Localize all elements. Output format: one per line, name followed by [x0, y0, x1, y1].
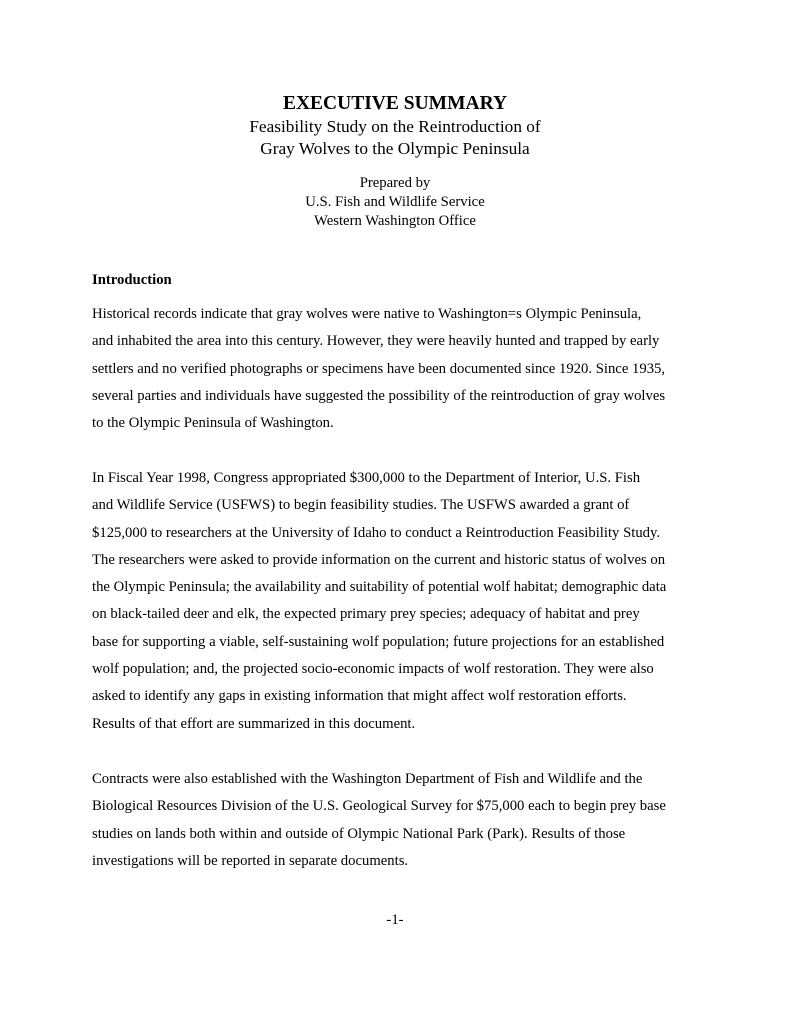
paragraph-line: and Wildlife Service (USFWS) to begin feasibility studies. The USFWS awarded a grant of	[92, 497, 630, 514]
prepared-by-label: Prepared by	[359, 175, 431, 191]
paragraph-line: and inhabited the area into this century. However, they were heavily hunted and trapped by early	[92, 333, 660, 350]
paragraph-line: on black-tailed deer and elk, the expected primary prey species; adequacy of habitat and prey	[92, 606, 640, 623]
paragraph-line: Historical records indicate that gray wolves were native to Washington=s Olympic Peninsula,	[92, 306, 642, 322]
paragraph-line: several parties and individuals have suggested the possibility of the reintroduction of gray wolves	[92, 387, 666, 404]
document-subtitle-line: Feasibility Study on the Reintroduction of	[249, 117, 541, 136]
paragraph-line: Biological Resources Division of the U.S. Geological Survey for $75,000 each to begin prey base	[92, 798, 666, 815]
paragraph-line: investigations will be reported in separate documents.	[92, 852, 409, 869]
paragraph-line: the Olympic Peninsula; the availability and suitability of potential wolf habitat; demographic data	[92, 579, 667, 596]
document-title: EXECUTIVE SUMMARY	[282, 93, 508, 114]
paragraph-line: Contracts were also established with the Washington Department of Fish and Wildlife and the	[92, 771, 643, 787]
section-heading-introduction: Introduction	[92, 272, 172, 288]
paragraph-line: settlers and no verified photographs or specimens have been documented since 1920. Since 1935,	[92, 360, 666, 377]
body-paragraph	[92, 465, 712, 738]
page-number: -1-	[386, 912, 404, 928]
paragraph-line: Results of that effort are summarized in this document.	[92, 715, 416, 732]
paragraph-line: studies on lands both within and outside of Olympic National Park (Park). Results of those	[92, 825, 626, 842]
document-header	[0, 92, 790, 231]
body-paragraph	[92, 766, 712, 875]
paragraph-line: $125,000 to researchers at the University of Idaho to conduct a Reintroduction Feasibility Study.	[92, 524, 661, 541]
prepared-by-office: Western Washington Office	[314, 213, 476, 229]
body-paragraph	[92, 301, 712, 437]
paragraph-line: wolf population; and, the projected socio-economic impacts of wolf restoration. They were also	[92, 661, 654, 678]
paragraph-line: The researchers were asked to provide information on the current and historic status of wolves on	[92, 551, 666, 568]
paragraph-line: asked to identify any gaps in existing information that might affect wolf restoration efforts.	[92, 688, 627, 705]
document-subtitle-line: Gray Wolves to the Olympic Peninsula	[260, 139, 530, 158]
paragraph-line: to the Olympic Peninsula of Washington.	[92, 415, 334, 432]
paragraph-line: base for supporting a viable, self-sustaining wolf population; future projections for an established	[92, 633, 665, 650]
paragraph-line: In Fiscal Year 1998, Congress appropriated $300,000 to the Department of Interior, U.S. Fish	[92, 470, 641, 486]
prepared-by-block	[0, 174, 790, 231]
prepared-by-agency: U.S. Fish and Wildlife Service	[305, 194, 485, 210]
